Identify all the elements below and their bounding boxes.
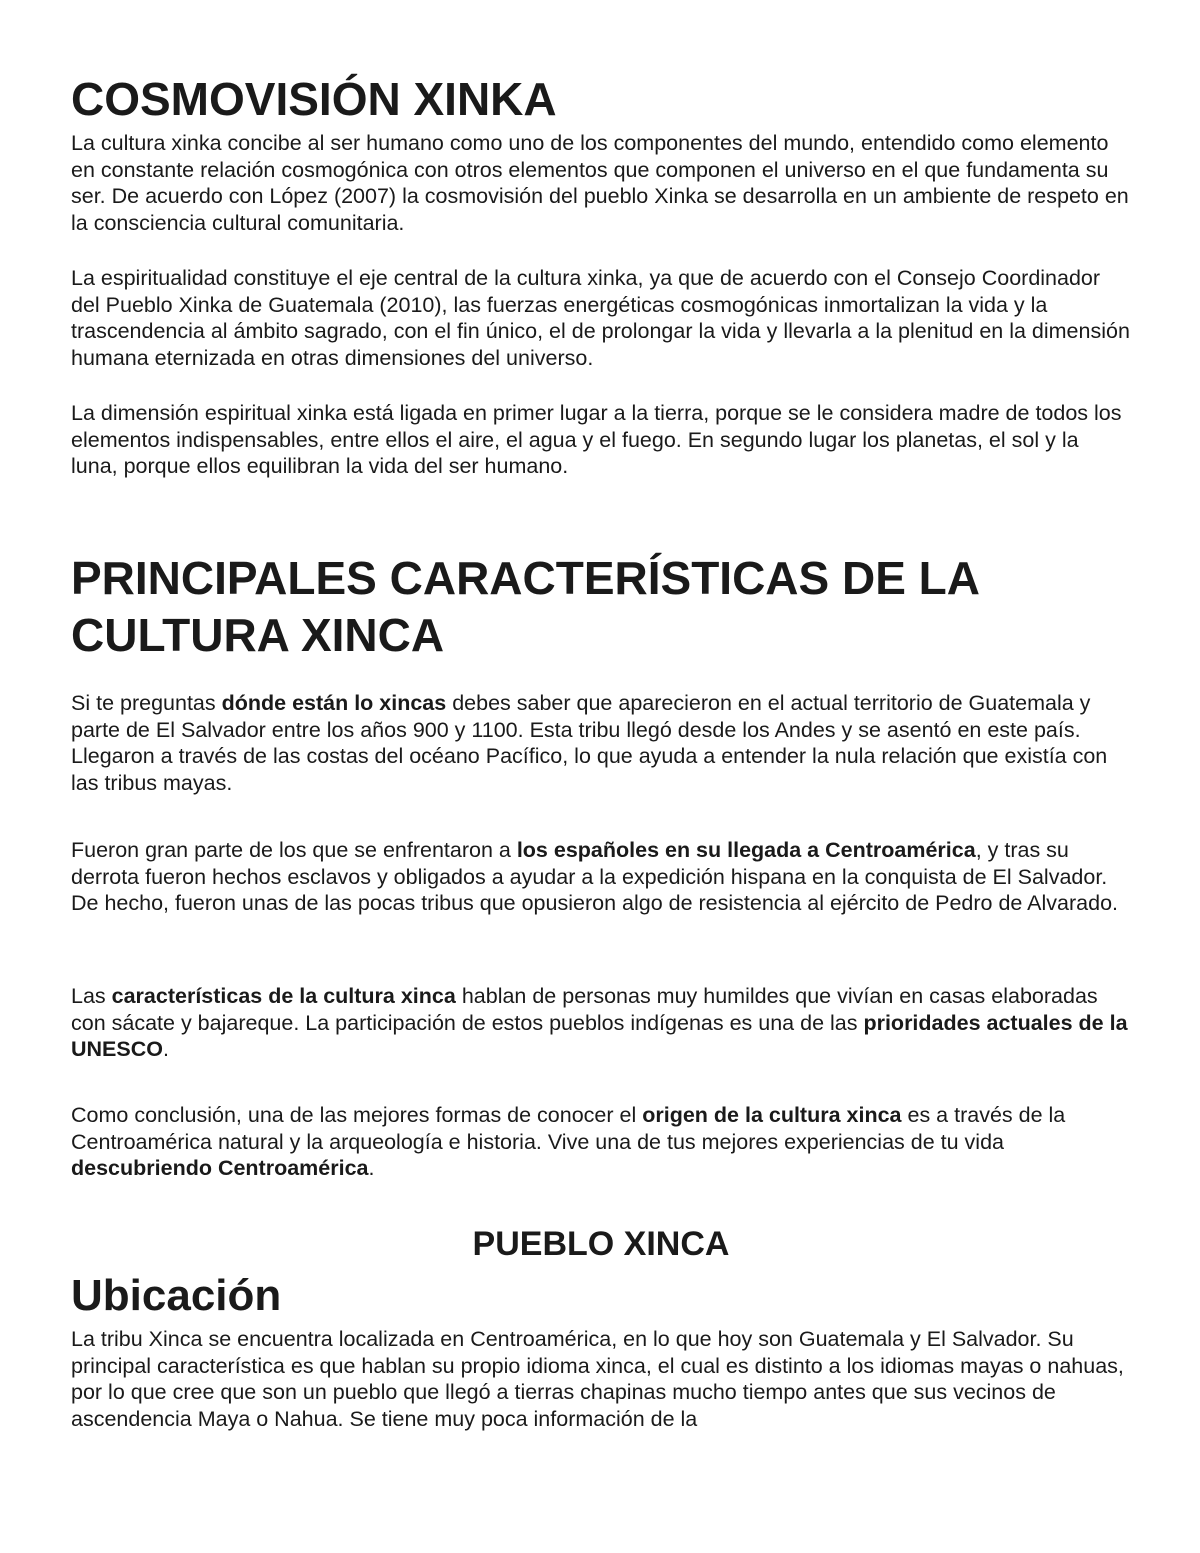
text-run: Las bbox=[71, 984, 112, 1008]
text-run: . bbox=[162, 1037, 169, 1062]
section-title-cosmovision: COSMOVISIÓN XINKA bbox=[71, 73, 557, 125]
paragraph-cosmovision-1: La cultura xinka concibe al ser humano como uno de los componentes del mundo, entendido como elemento en constante relación cosmogónica con otros elementos que componen el universo en el que fundamenta su ser. De acuerdo con López (2007) la cosmovisión del pueblo Xinka se desarrolla en un ambiente de respeto en la consciencia cultural comunitaria. bbox=[71, 131, 1129, 236]
bold-text: características de la cultura xinca bbox=[111, 984, 456, 1008]
paragraph-cosmovision-2: La espiritualidad constituye el eje central de la cultura xinka, ya que de acuerdo con el Consejo Coordinador del Pueblo Xinka de Guatemala (2010), las fuerzas energéticas cosmogónicas inmortalizan la vida y la trascendencia al ámbito sagrado, con el fin único, el de prolongar la vida y llevarla a la plenitud en la dimensión humana eternizada en otras dimensiones del universo. bbox=[71, 266, 1130, 371]
subheading-ubicacion: Ubicación bbox=[71, 1271, 282, 1320]
text-run: . bbox=[368, 1156, 375, 1181]
unesco-link[interactable]: prioridades actuales de la UNESCO bbox=[71, 1010, 1128, 1062]
text-run: debes saber que aparecieron en el actual territorio de Guatemala y parte de El Salvador entre los años 900 y 1100. Esta tribu llegó desde los Andes y se asentó en este país. Llegaron a través de las costas del océano Pacífico, lo que ayuda a entender la nula relación que existía con las tribus mayas. bbox=[71, 691, 1108, 796]
descubriendo-link[interactable]: descubriendo Centroamérica bbox=[71, 1156, 369, 1181]
paragraph-cosmovision-3: La dimensión espiritual xinka está ligada en primer lugar a la tierra, porque se le considera madre de todos los elementos indispensables, entre ellos el aire, el agua y el fuego. En segundo lugar los planetas, el sol y la luna, porque ellos equilibran la vida del ser humano. bbox=[71, 401, 1122, 479]
bold-text: dónde están lo xincas bbox=[221, 691, 447, 715]
text-run: Si te preguntas bbox=[71, 691, 222, 715]
section-title-pueblo-xinca: PUEBLO XINCA bbox=[472, 1225, 730, 1263]
paragraph-ubicacion: La tribu Xinca se encuentra localizada en Centroamérica, en lo que hoy son Guatemala y El Salvador. Su principal característica es que hablan su propio idioma xinca, el cual es distinto a los idiomas mayas o nahuas, por lo que cree que son un pueblo que llegó a tierras chapinas mucho tiempo antes que sus vecinos de ascendencia Maya o Nahua. Se tiene muy poca información de la bbox=[71, 1327, 1124, 1432]
text-run: Fueron gran parte de los que se enfrentaron a bbox=[71, 838, 517, 862]
paragraph-caracteristicas-4 bbox=[71, 1102, 1131, 1182]
bold-text: origen de la cultura xinca bbox=[642, 1103, 902, 1127]
text-run: , y tras su derrota fueron hechos esclavos y obligados a ayudar a la expedición hispana en la conquista de El Salvador. De hecho, fueron unas de las pocas tribus que opusieron algo de resistencia al ejército de Pedro de Alvarado. bbox=[71, 838, 1119, 916]
text-run: es a través de la Centroamérica natural y la arqueología e historia. Vive una de tus mejores experiencias de tu vida bbox=[71, 1103, 1066, 1154]
text-run: Como conclusión, una de las mejores formas de conocer el bbox=[71, 1103, 643, 1127]
paragraph-caracteristicas-1 bbox=[71, 690, 1131, 797]
bold-text: los españoles en su llegada a Centroamérica bbox=[516, 838, 976, 862]
paragraph-caracteristicas-2 bbox=[71, 837, 1131, 917]
text-run: hablan de personas muy humildes que vivían en casas elaboradas con sácate y bajareque. La participación de estos pueblos indígenas es una de las bbox=[71, 984, 1098, 1035]
section-title-caracteristicas: PRINCIPALES CARACTERÍSTICAS DE LA CULTURA XINCA bbox=[71, 552, 979, 661]
paragraph-caracteristicas-3 bbox=[71, 983, 1131, 1063]
